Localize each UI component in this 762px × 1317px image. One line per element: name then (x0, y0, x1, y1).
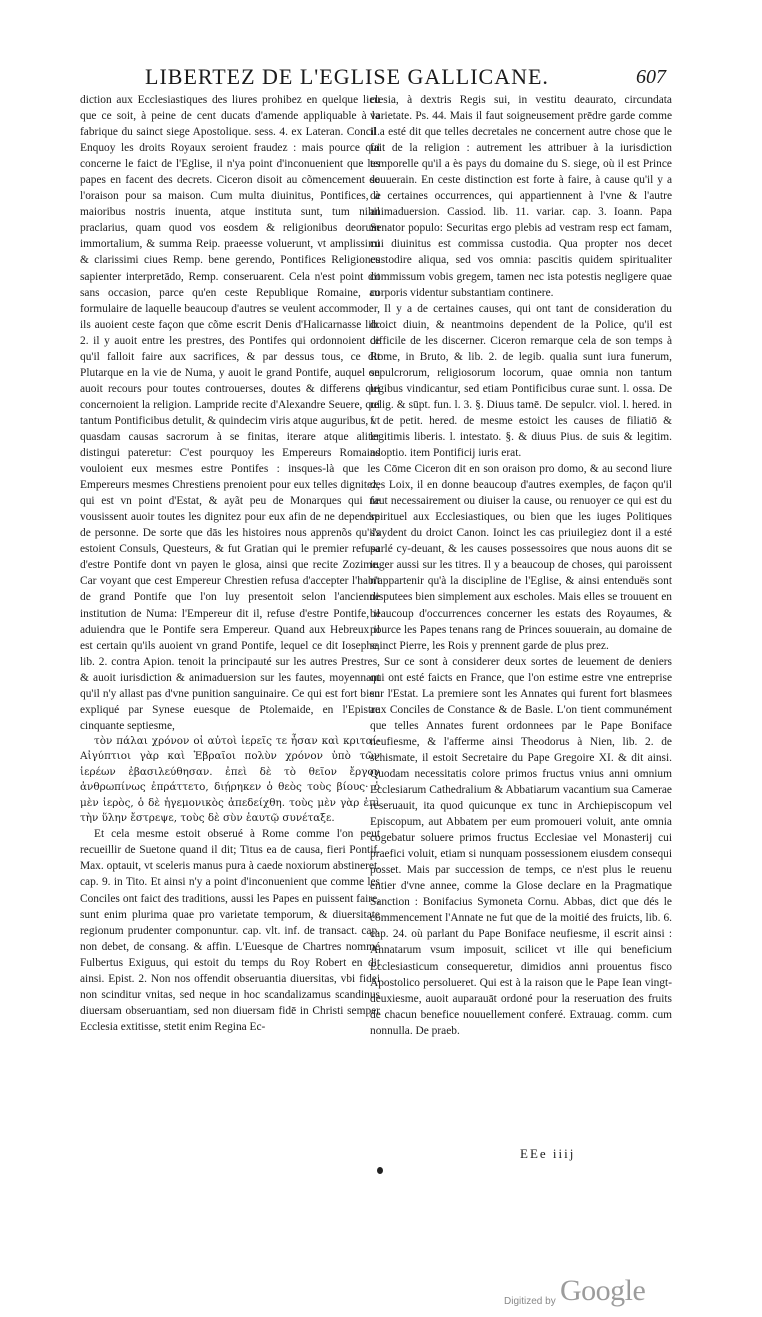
right-paragraph-2: Il y a de certaines causes, qui ont tant de consideration du droict diuin, & neantmoins dependent de la Police, qu'il est difficile de les discerner. Ciceron remarque cela de son temps à Rome, in Bruto, & lib. 2. de legib. qualia sunt iura funerum, sepulcrorum, religiosorum locorum, quae omnia non tantum legibus vindicantur, sed etiam Pontificibus curae sunt. l. ossa. De relig. & sūpt. fun. l. 3. §. Diuus tamē. De sepulcr. viol. l. hered. in f. de petit. hered. de mesme estoict les causes de filiatiō & legitimis liberis. l. intestato. §. & diuus Pius. de suis & legitim. adoptio. item Pontificij iuris erat. (370, 302, 672, 460)
right-paragraph-4: Sur ce sont à considerer deux sortes de leuement de deniers qui ont esté faicts en France, que l'on estime estre vne entreprise sur l'Estat. La premiere sont les Annates qui furent fort blasmees aux Conciles de Constance & de Basle. L'on tient communément que telles Annates furent ordonnees par le Pape Boniface neufiesme, & l'afferme ainsi Theodorus à Nien, lib. 2. de schismate, il estoit Secretaire du Pape Gregoire XI. & dit ainsi. Quodam necessitatis colore primos fructus vnius anni omnium Ecclesiarum Cathedralium & Abbatiarum vacantium sua Camerae reseruauit, ita quod quicunque ex tunc in Archiepiscopum vel Episcopum, aut Abbatem per eum promoueri voluit, ante omnia cogebatur soluere primos fructus Ecclesiae vel Monasterij cui praefici voluit, etiam si nunquam possessionem eiusdem consequi posset. Mais par succession de temps, ce n'est plus le reuenu entier d'vne annee, comme la Glose declare en la Pragmatique Sanction : Bonifacius Symoneta Cornu. Abbas, dict que dés le commencement l'Annate ne fut que de la moitié des fruicts, lib. 6. cap. 24. où parlant du Pape Boniface neufiesme, il escrit ainsi : Annatarum vsum imposuit, scilicet vt ille qui beneficium Ecclesiasticum consequeretur, dimidios anni prouentus fisco Apostolico persolueret. Qui est à la raison que le Pape Iean vingt-deuxiesme, auoit auparauāt ordoné pour la reseruation des fruits de chacun benefice nouuellement conferé. Extrauag. comm. cum nonnulla. De praeb. (370, 655, 672, 1037)
right-paragraph-3: Cōme Ciceron dit en son oraison pro domo, & au second liure des Loix, il en donne beaucoup d'autres exemples, de façon qu'il faut necessairement ou diuiser la cause, ou renuoyer ce qui est du spirituel aux Ecclesiastiques, ou bien que les iuges Politiques s'aydent du droict Canon. Ioinct les cas priuilegiez dont il a esté parlé cy-deuant, & les causes possessoires que nous auons dit se iuger aussi sur les titres. Il y a beaucoup de choses, qui paroissent n'appartenir qu'à la discipline de l'Eglise, & ainsi entenduës sont disputees bien simplement aux escholes. Mais elles se trouuent en beaucoup d'occurrences concerner les estats des Royaumes, & pource les Papes tenans rang de Princes souuerain, au domaine de sainct Pierre, les Rois y prennent garde de plus prez. (370, 463, 672, 652)
ink-dot (377, 1167, 383, 1174)
left-paragraph-3: Et cela mesme estoit obserué à Rome comme l'on peut recueillir de Suetone quand il dit; Titus ea de causa, fieri Pontif. Max. optauit, vt sceleris manus pura à caede noxiorum abstineret. cap. 9. in Tito. Et ainsi n'y a point d'inconuenient que comme les Conciles ont faict des traditions, aussi les Papes en puissent faire, sunt enim plurima quae pro varietate temporum, & diuersitate regionum prudenter componuntur. cap. vlt. inf. de transact. cap. non debet, de consang. & affin. L'Euesque de Chartres nommé Fulbertus Exiguus, qui estoit du temps du Roy Robert en dit ainsi. Epist. 2. Non nos offendit obseruantia diuersitas, vbi fidei non scinditur vnitas, sed neque in hoc scandalizamus scandinus diuersam obseruantiam, sed non diuersam fidē in Christi semper Ecclesia extitisse, stetit enim Regina Ec- (80, 828, 380, 1033)
right-column (370, 92, 672, 1122)
google-logo: Google (560, 1274, 646, 1307)
running-title: LIBERTEZ DE L'EGLISE GALLICANE. (145, 64, 549, 89)
left-column (80, 92, 380, 1127)
digitized-by-label: Digitized by (504, 1296, 556, 1307)
page-number: 607 (636, 66, 666, 88)
left-paragraph-1: diction aux Ecclesiastiques des liures prohibez en quelque lieu que ce soit, à peine de cent ducats d'amende appliquable à la fabrique du sainct siege Apostolique. sess. 4. ex Lateran. Concil. Enquoy les droits Royaux seroient fraudez : mais pource qui concerne le faict de l'Eglise, il n'ya point d'inconuenient que les papes en facent des decrets. Ciceron disoit au cõmencement de l'oraison pour sa maison. Cum multa diuinitus, Pontifices, à maioribus nostris inuenta, atque instituta sunt, tum nihil praclarius, quam quod vos eosdem & religionibus deorum immortalium, & summa Reip. praeesse voluerunt, vt amplissimi & clarissimi ciues Remp. bene gerendo, Pontifices Religiones sapienter interpretādo, Remp. conseruarent. Cela n'est point dit sans occasion, parce qu'en ceste Republique Romaine, au formulaire de laquelle beaucoup d'autres se veulent accommoder, ils auoient ceste façon que cõme escrit Denis d'Halicarnasse lib. 2. il y auoit entre les prestres, des Pontifes qui ordonnoient ce qu'il falloit faire aux sacrifices, & par dessus tous, ce dit Plutarque en la vie de Numa, y auoit le grand Pontife, auquel on auoit recours pour toutes controuerses, doutes & differens qui concernoient la religion. Lampride recite d'Alexandre Seuere, qui tantum Pontificibus detulit, & quindecim viris atque auguribus, vt quasdam causas sacrorum à se finitas, iterare atque aliter distingui pateretur: C'est pourquoy les Empereurs Romains vouloient eux mesmes estre Pontifes : insques-là que les Empereurs mesmes Chrestiens prenoient pour eux telles dignitez, qui est vn point d'Estat, & ayãt peu de Monarques qui ne vousissent auoir toutes les dignitez pour eux afin de ne dependre de personne. De sorte que dās les histoires nous apprenõs qu'ils estoient Consuls, Questeurs, & fut Gratian qui le premier refusa d'estre Pontife dont vn payen le glosa, ainsi que recite Zozime. Car voyant que cest Empereur Chrestien refusa d'accepter l'habit de grand Pontife que l'on luy presentoit selon l'ancienne institution de Numa: l'Empereur dit il, refuse d'estre Pontife, il aduiendra que le Pontife sera Empereur. Quand aux Hebreux il est certain qu'ils auoient vn grand Pontife, lequel ce dit Iosephe, lib. 2. contra Apion. tenoit la principauté sur les autres Prestres, & auoit iurisdiction & animaduersion sur les fautes, moyennant qu'il n'y allast pas d'vne punition sanguinaire. Ce qui est fort bien expliqué par Synese euesque de Ptolemaide, en l'Epistre cinquante septiesme, (80, 94, 380, 732)
google-watermark (504, 1274, 646, 1314)
greek-quotation: τὸν πάλαι χρόνον οἱ αὐτοὶ ἱερεῖς τε ἦσαν καὶ κριταί· Αἰγύπτιοι γὰρ καὶ Ἑβραῖοι πολὺν χρόνον ὑπὸ τῶν ἱερέων ἐβασιλεύθησαν. ἐπεὶ δὲ τὸ θεῖον ἔργον ἀνθρωπίνως ἐπράττετο, διῄρηκεν ὁ θεὸς τοὺς βίους· ὁ μὲν ἱερὸς, ὁ δὲ ἡγεμονικὸς ἀπεδείχθη. τοὺς μὲν γὰρ ἐπὶ τὴν ὕλην ἔστρεψε, τοὺς δὲ σὺν ἑαυτῷ συνέταξε. (80, 734, 380, 824)
signature-mark: EEe iiij (520, 1146, 576, 1161)
right-paragraph-1: clesia, à dextris Regis sui, in vestitu deaurato, circundata varietate. Ps. 44. Mais il faut soigneusement prēdre garde comme il a esté dit que telles decretales ne concernent autre chose que le fait de la religion : autrement les attribuer à la iurisdiction temporelle qu'il a ès pays du domaine du S. siege, où il est Prince souuerain. En ceste distinction est forte à faire, à cause qu'il y a de certaines occurrences, qui appartiennent à l'vne & l'autre animaduersion. Cassiod. lib. 11. variar. cap. 3. Ioann. Papa Senator populo: Securitas ergo plebis ad vestram resp ect famam, cui diuinitus est commissa custodia. Qua propter nos decet custodire aliqua, sed vos omnia: pascitis quidem spiritualiter commissum vobis gregem, tamen nec ista potestis negligere quae corporis videntur substantiam continere. (370, 94, 672, 299)
